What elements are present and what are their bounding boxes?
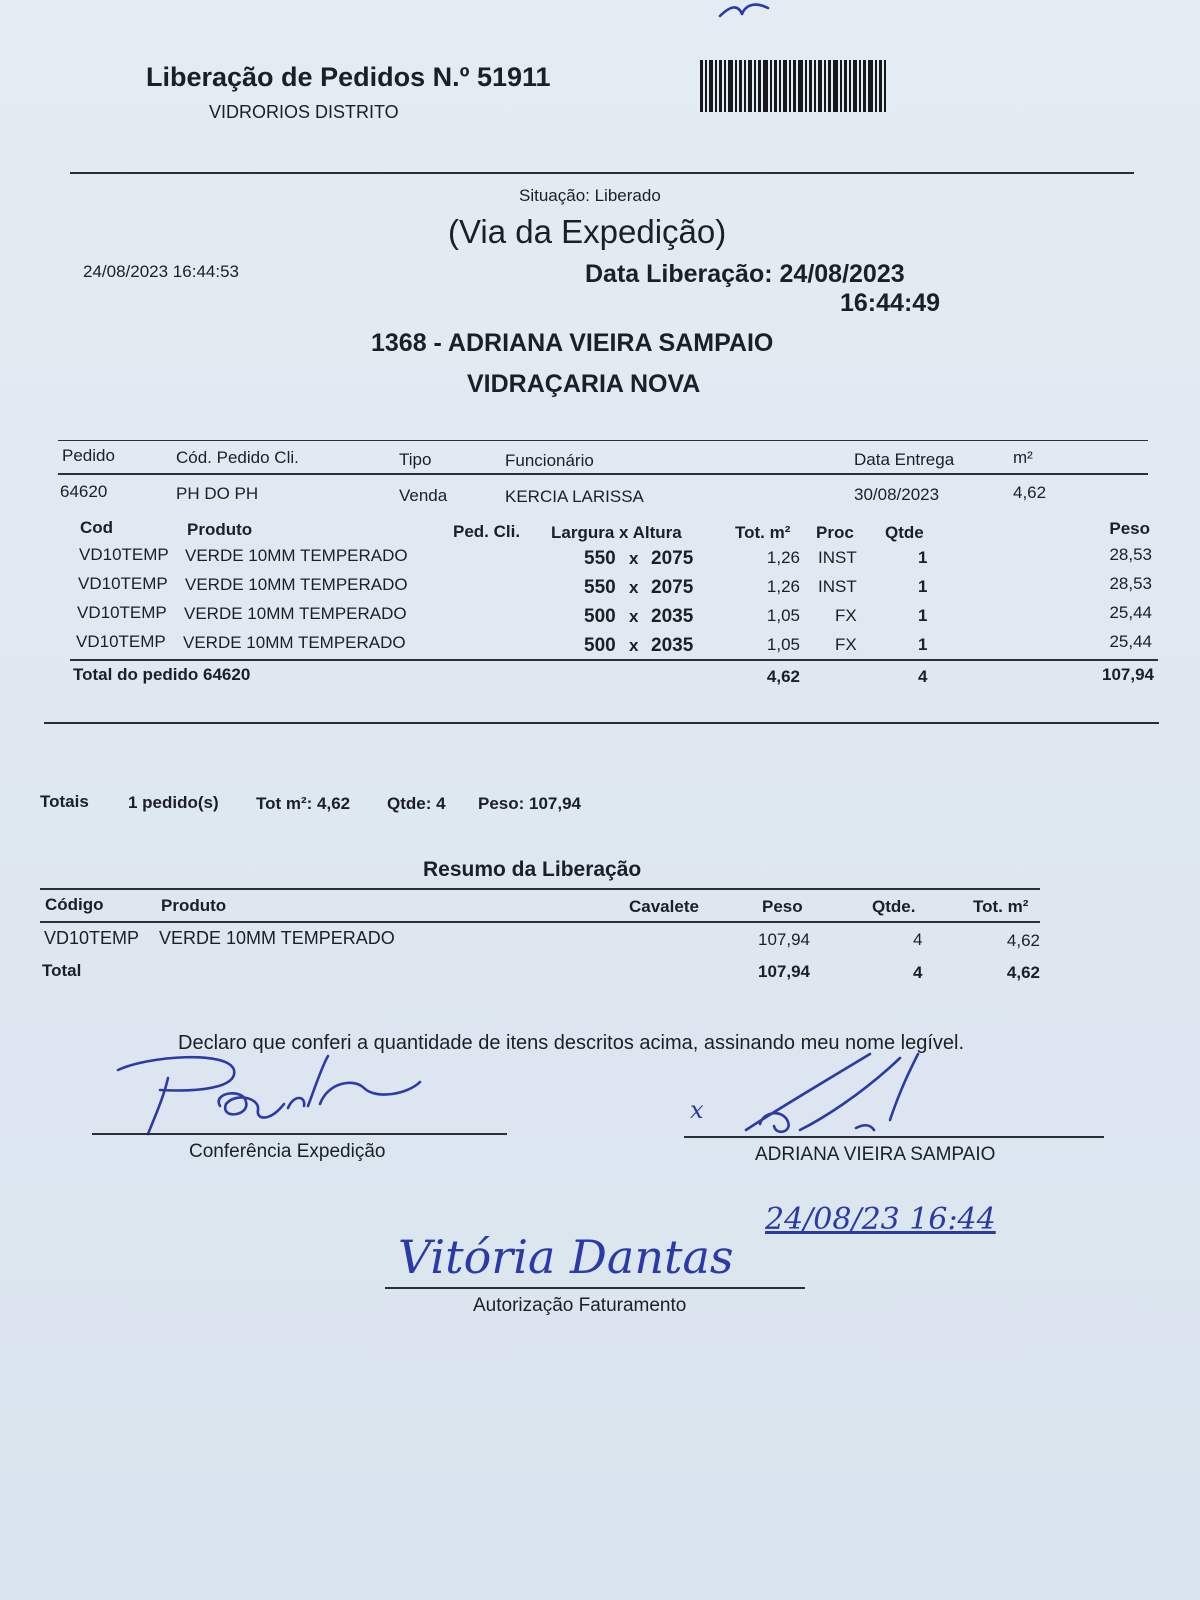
totals-peso: Peso: 107,94: [478, 794, 582, 813]
order-funcionario: KERCIA LARISSA: [505, 487, 644, 506]
company-name: VIDRORIOS DISTRITO: [209, 102, 399, 122]
item-x: x: [629, 549, 639, 568]
release-time: 16:44:49: [840, 289, 941, 317]
item-x: x: [629, 636, 639, 655]
item-peso: 28,53: [1109, 545, 1152, 564]
summary-row-produto: VERDE 10MM TEMPERADO: [159, 928, 395, 948]
items-header-peso: Peso: [1109, 519, 1150, 538]
summary-header-tot-m2: Tot. m²: [973, 897, 1029, 916]
item-largura: 500: [584, 635, 616, 656]
summary-header-cavalete: Cavalete: [629, 897, 699, 916]
copy-type: (Via da Expedição): [448, 213, 727, 250]
summary-header-codigo: Código: [45, 895, 104, 914]
document-title: Liberação de Pedidos N.º 51911: [146, 62, 551, 92]
col-header-cod-pedido: Cód. Pedido Cli.: [176, 448, 299, 467]
order-header-rule: [58, 473, 1148, 475]
summary-total-tot-m2: 4,62: [1006, 963, 1040, 982]
summary-row-tot-m2: 4,62: [1006, 931, 1040, 950]
status-text: Situação: Liberado: [519, 186, 661, 205]
cliente-mark: x: [690, 1096, 704, 1124]
item-tot-m2: 1,05: [766, 606, 800, 625]
item-produto: VERDE 10MM TEMPERADO: [184, 604, 407, 623]
cliente-signature-icon: [740, 1050, 940, 1140]
order-pedido: 64620: [60, 482, 108, 501]
order-total-label: Total do pedido 64620: [73, 665, 251, 684]
handwritten-authorization-name: Vitória Dantas: [398, 1230, 734, 1284]
item-tot-m2: 1,26: [766, 577, 800, 596]
item-peso: 28,53: [1109, 574, 1152, 593]
summary-total-qtde: 4: [913, 963, 923, 982]
summary-row-codigo: VD10TEMP: [44, 928, 140, 948]
item-cod: VD10TEMP: [76, 632, 166, 651]
item-largura: 550: [584, 577, 616, 598]
handwritten-date: 24/08/23 16:44: [765, 1202, 996, 1237]
col-header-pedido: Pedido: [62, 446, 115, 465]
release-date: Data Liberação: 24/08/2023: [585, 260, 905, 288]
totals-tot-m2: Tot m²: 4,62: [256, 794, 351, 813]
item-largura: 500: [584, 606, 616, 627]
summary-total-label: Total: [42, 961, 82, 980]
item-cod: VD10TEMP: [79, 545, 169, 564]
item-qtde: 1: [918, 635, 928, 654]
item-proc: FX: [835, 606, 857, 625]
totals-pedidos: 1 pedido(s): [128, 793, 219, 812]
order-tipo: Venda: [399, 486, 448, 505]
items-header-largura-altura: Largura x Altura: [551, 523, 682, 542]
summary-title: Resumo da Liberação: [423, 858, 642, 881]
item-produto: VERDE 10MM TEMPERADO: [185, 575, 408, 594]
col-header-tipo: Tipo: [399, 450, 432, 469]
item-altura: 2075: [651, 577, 694, 598]
totals-qtde: Qtde: 4: [387, 794, 446, 813]
section-divider: [44, 722, 1159, 724]
items-header-ped-cli: Ped. Cli.: [453, 522, 521, 541]
ink-mark-icon: [716, 0, 776, 22]
col-header-m2: m²: [1013, 448, 1033, 467]
summary-row-qtde: 4: [913, 930, 923, 949]
printed-timestamp: 24/08/2023 16:44:53: [83, 262, 239, 281]
item-altura: 2075: [651, 548, 694, 569]
client-company: VIDRAÇARIA NOVA: [467, 370, 701, 398]
item-proc: INST: [818, 548, 857, 567]
summary-header-qtde: Qtde.: [872, 897, 916, 916]
cliente-label: ADRIANA VIEIRA SAMPAIO: [755, 1144, 996, 1165]
order-total-tot-m2: 4,62: [766, 667, 800, 686]
item-produto: VERDE 10MM TEMPERADO: [183, 633, 406, 652]
barcode-icon: [700, 60, 886, 112]
order-total-peso: 107,94: [1102, 665, 1154, 684]
items-header-cod: Cod: [80, 518, 114, 537]
item-qtde: 1: [918, 606, 928, 625]
items-total-rule: [70, 659, 1158, 661]
item-qtde: 1: [918, 548, 928, 567]
items-header-tot-m2: Tot. m²: [735, 523, 791, 542]
item-tot-m2: 1,26: [766, 548, 800, 567]
item-produto: VERDE 10MM TEMPERADO: [185, 546, 408, 565]
conferencia-signature-icon: [108, 1048, 428, 1138]
item-altura: 2035: [651, 635, 694, 656]
autorizacao-signature-line: [385, 1287, 805, 1289]
item-qtde: 1: [918, 577, 928, 596]
item-peso: 25,44: [1109, 603, 1152, 622]
order-m2: 4,62: [1013, 483, 1047, 502]
client-name: 1368 - ADRIANA VIEIRA SAMPAIO: [371, 329, 774, 357]
item-peso: 25,44: [1109, 632, 1152, 651]
totals-label: Totais: [40, 792, 89, 811]
items-header-qtde: Qtde: [885, 523, 924, 542]
item-altura: 2035: [651, 606, 694, 627]
item-proc: INST: [818, 577, 857, 596]
autorizacao-label: Autorização Faturamento: [473, 1295, 687, 1316]
order-table-top-rule: [58, 440, 1148, 441]
order-cod-pedido: PH DO PH: [176, 484, 259, 503]
summary-total-peso: 107,94: [758, 962, 810, 981]
summary-top-rule: [40, 888, 1040, 890]
conferencia-label: Conferência Expedição: [189, 1141, 386, 1162]
col-header-funcionario: Funcionário: [505, 451, 594, 470]
summary-row-peso: 107,94: [758, 930, 810, 949]
item-cod: VD10TEMP: [78, 574, 168, 593]
item-tot-m2: 1,05: [766, 635, 800, 654]
conferencia-signature-line: [92, 1133, 507, 1135]
summary-header-peso: Peso: [762, 897, 803, 916]
order-data-entrega: 30/08/2023: [854, 485, 940, 504]
item-proc: FX: [835, 635, 857, 654]
cliente-signature-line: [684, 1136, 1104, 1138]
summary-header-rule: [40, 921, 1040, 923]
header-divider: [70, 172, 1134, 174]
col-header-data-entrega: Data Entrega: [854, 450, 955, 469]
item-x: x: [629, 578, 639, 597]
summary-header-produto: Produto: [161, 896, 227, 915]
order-total-qtde: 4: [918, 667, 928, 686]
items-header-produto: Produto: [187, 520, 253, 539]
items-header-proc: Proc: [816, 523, 854, 542]
item-x: x: [629, 607, 639, 626]
item-largura: 550: [584, 548, 616, 569]
item-cod: VD10TEMP: [77, 603, 167, 622]
declaration-text: Declaro que conferi a quantidade de itens descritos acima, assinando meu nome legível.: [178, 1032, 965, 1054]
